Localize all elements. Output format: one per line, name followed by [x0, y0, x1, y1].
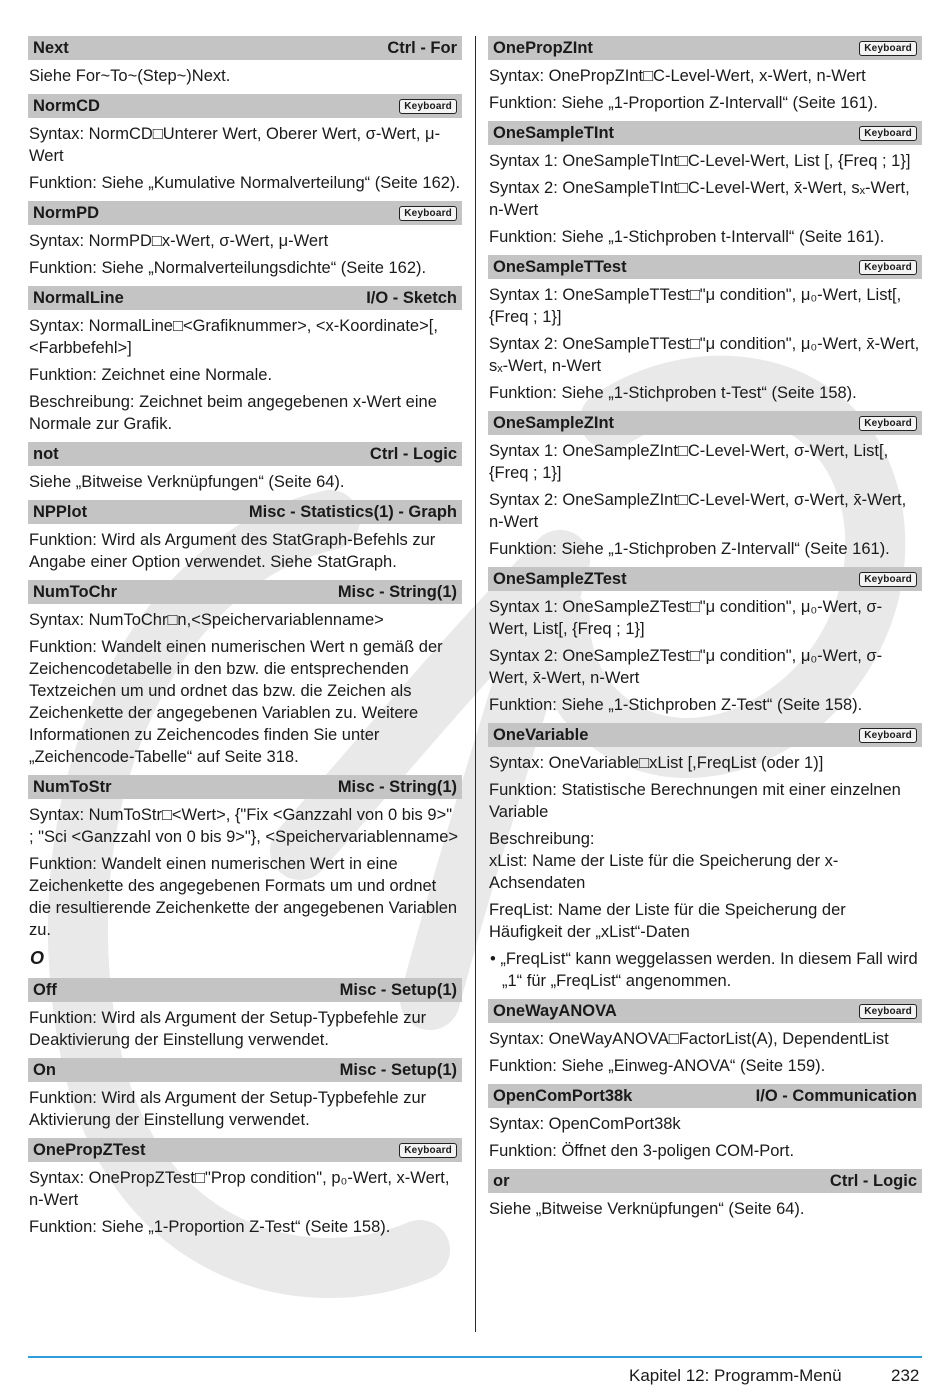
footer-rule [28, 1356, 922, 1358]
command-name: OneSampleZTest [493, 569, 627, 588]
description-line: Beschreibung: xList: Name der Liste für die Speicherung der x-Achsendaten [489, 830, 839, 892]
right-column [488, 36, 922, 1227]
description-line: Syntax 2: OneSampleZInt□C-Level-Wert, σ-Wert, x̄-Wert, n-Wert [489, 491, 907, 531]
command-entry-normcd [28, 94, 462, 194]
description-line: Funktion: Siehe „1-Stichproben Z-Test“ (Seite 158). [489, 696, 863, 714]
command-name: NormPD [33, 203, 100, 222]
section-letter: O [30, 948, 45, 968]
description-line: Funktion: Siehe „1-Stichproben t-Intervall“ (Seite 161). [489, 228, 885, 246]
keyboard-badge: Keyboard [859, 126, 917, 141]
command-name: Next [33, 38, 69, 57]
keyboard-badge: Keyboard [859, 728, 917, 743]
command-header [488, 1169, 922, 1193]
menu-path: Misc - String(1) [337, 777, 457, 796]
description-line: Syntax: NumToChr□n,<Speichervariablenname> [29, 611, 384, 629]
command-header [488, 255, 922, 279]
command-name: NPPlot [33, 502, 88, 521]
command-header [28, 580, 462, 604]
command-header [488, 36, 922, 60]
description-line: Funktion: Öffnet den 3-poligen COM-Port. [489, 1142, 795, 1160]
command-header [28, 978, 462, 1002]
description-line: Syntax 2: OneSampleTInt□C-Level-Wert, x̄-Wert, sₓ-Wert, n-Wert [489, 179, 910, 219]
command-entry-next [28, 36, 462, 87]
command-header [28, 286, 462, 310]
command-entry-normalline [28, 286, 462, 435]
description-line: Beschreibung: Zeichnet beim angegebenen x-Wert eine Normale zur Grafik. [29, 393, 437, 433]
description-line: Funktion: Wandelt einen numerischen Wert n gemäß der Zeichencodetabelle in den bzw. die entsprechenden Textzeichen um und ordnet das bzw. die Zeichen als Zeichenkette der angegebenen Variablen zu. Weitere Informationen zu Zeichencodes finden Sie unter „Zeichencode-Tabelle“ auf Seite 318. [29, 638, 443, 766]
description-line: Funktion: Wird als Argument der Setup-Typbefehle zur Deaktivierung der Einstellung verwendet. [29, 1009, 427, 1049]
command-name: NumToChr [33, 582, 118, 601]
command-name: OneWayANOVA [493, 1001, 617, 1020]
description-line: Funktion: Wird als Argument des StatGraph-Befehls zur Angabe einer Option verwendet. Siehe StatGraph. [29, 531, 436, 571]
command-entry-or [488, 1169, 922, 1220]
menu-path: Misc - Statistics(1) - Graph [248, 502, 457, 521]
description-line: Funktion: Siehe „1-Stichproben t-Test“ (Seite 158). [489, 384, 857, 402]
description-line: Syntax: OnePropZInt□C-Level-Wert, x-Wert, n-Wert [489, 67, 866, 85]
command-entry-onesampleztest [488, 567, 922, 716]
command-entry-onepropzint [488, 36, 922, 114]
menu-path: Ctrl - Logic [829, 1171, 917, 1190]
command-name: OneSampleTTest [493, 257, 627, 276]
keyboard-badge: Keyboard [859, 416, 917, 431]
keyboard-badge: Keyboard [859, 1004, 917, 1019]
command-name: OneSampleZInt [493, 413, 615, 432]
column-divider [475, 36, 476, 1332]
command-header [28, 94, 462, 118]
description-line: Syntax: OneWayANOVA□FactorList(A), DependentList [489, 1030, 889, 1048]
menu-path: Misc - Setup(1) [339, 980, 457, 999]
description-line: Syntax: NormPD□x-Wert, σ-Wert, μ-Wert [29, 232, 329, 250]
command-header [488, 121, 922, 145]
description-line: Siehe For~To~(Step~)Next. [29, 67, 231, 85]
description-line: Funktion: Siehe „1-Stichproben Z-Intervall“ (Seite 161). [489, 540, 890, 558]
menu-path: Misc - Setup(1) [339, 1060, 457, 1079]
description-line: Syntax 2: OneSampleTTest□"μ condition", μ₀-Wert, x̄-Wert, sₓ-Wert, n-Wert [489, 335, 920, 375]
command-header [28, 1058, 462, 1082]
command-name: OneVariable [493, 725, 589, 744]
menu-path: Ctrl - For [387, 38, 457, 57]
command-entry-off [28, 978, 462, 1051]
command-header [488, 723, 922, 747]
command-entry-onesamplezint [488, 411, 922, 560]
keyboard-badge: Keyboard [859, 572, 917, 587]
description-line: Syntax: OnePropZTest□"Prop condition", p₀-Wert, x-Wert, n-Wert [29, 1169, 450, 1209]
command-entry-on [28, 1058, 462, 1131]
command-header [28, 500, 462, 524]
command-header [488, 411, 922, 435]
description-line: Funktion: Siehe „Einweg-ANOVA“ (Seite 159). [489, 1057, 826, 1075]
footer-page-number: 232 [891, 1366, 920, 1385]
description-line: Syntax 1: OneSampleZInt□C-Level-Wert, σ-Wert, List[, {Freq ; 1}] [489, 442, 889, 482]
menu-path: Ctrl - Logic [369, 444, 457, 463]
command-name: OnePropZTest [33, 1140, 146, 1159]
footer-chapter-title: Kapitel 12: Programm-Menü [629, 1366, 842, 1385]
description-line: Syntax: NormalLine□<Grafiknummer>, <x-Koordinate>[,<Farbbefehl>] [29, 317, 438, 357]
description-line: Siehe „Bitweise Verknüpfungen“ (Seite 64). [489, 1200, 805, 1218]
command-name: NormalLine [33, 288, 124, 307]
command-entry-onesampletint [488, 121, 922, 248]
keyboard-badge: Keyboard [859, 41, 917, 56]
menu-path: I/O - Communication [755, 1086, 917, 1105]
keyboard-badge: Keyboard [399, 1143, 457, 1158]
command-entry-onewayanova [488, 999, 922, 1077]
description-line: Funktion: Statistische Berechnungen mit einer einzelnen Variable [489, 781, 901, 821]
command-header [488, 1084, 922, 1108]
description-line: Syntax 1: OneSampleZTest□"μ condition", μ₀-Wert, σ-Wert, List[, {Freq ; 1}] [489, 598, 883, 638]
description-line: FreqList: Name der Liste für die Speicherung der Häufigkeit der „xList“-Daten [489, 901, 846, 941]
description-line: Syntax: OneVariable□xList [,FreqList (oder 1)] [489, 754, 824, 772]
command-header [28, 36, 462, 60]
command-entry-numtostr [28, 775, 462, 941]
description-line: Funktion: Zeichnet eine Normale. [29, 366, 273, 384]
description-line: Siehe „Bitweise Verknüpfungen“ (Seite 64). [29, 473, 345, 491]
menu-path: I/O - Sketch [366, 288, 457, 307]
keyboard-badge: Keyboard [859, 260, 917, 275]
description-line: Syntax: NumToStr□<Wert>, {"Fix <Ganzzahl von 0 bis 9>" ; "Sci <Ganzzahl von 0 bis 9>"}, <Speichervariablenname> [29, 806, 459, 846]
description-line: Funktion: Wandelt einen numerischen Wert in eine Zeichenkette des angegebenen Formats um und ordnet die resultierende Zeichenkette der angegebenen Variablen zu. [29, 855, 458, 939]
command-entry-opencomport38k [488, 1084, 922, 1162]
command-name: or [493, 1171, 510, 1190]
keyboard-badge: Keyboard [399, 206, 457, 221]
description-line: Syntax: OpenComPort38k [489, 1115, 681, 1133]
description-line: Funktion: Siehe „Kumulative Normalverteilung“ (Seite 162). [29, 174, 461, 192]
command-entry-onesamplettest [488, 255, 922, 404]
description-line: Funktion: Wird als Argument der Setup-Typbefehle zur Aktivierung der Einstellung verwendet. [29, 1089, 427, 1129]
command-header [488, 567, 922, 591]
command-name: NormCD [33, 96, 100, 115]
keyboard-badge: Keyboard [399, 99, 457, 114]
command-header [28, 1138, 462, 1162]
description-line: Syntax 1: OneSampleTInt□C-Level-Wert, List [, {Freq ; 1}] [489, 152, 911, 170]
command-entry-not [28, 442, 462, 493]
description-line: Funktion: Siehe „1-Proportion Z-Intervall“ (Seite 161). [489, 94, 878, 112]
command-name: OneSampleTInt [493, 123, 615, 142]
description-line: Syntax 1: OneSampleTTest□"μ condition", μ₀-Wert, List[, {Freq ; 1}] [489, 286, 902, 326]
command-header [28, 775, 462, 799]
command-entry-normpd [28, 201, 462, 279]
menu-path: Misc - String(1) [337, 582, 457, 601]
command-name: Off [33, 980, 57, 999]
command-entry-npplot [28, 500, 462, 573]
command-name: NumToStr [33, 777, 112, 796]
description-line: Funktion: Siehe „1-Proportion Z-Test“ (Seite 158). [29, 1218, 391, 1236]
description-line: Syntax: NormCD□Unterer Wert, Oberer Wert, σ-Wert, μ-Wert [29, 125, 441, 165]
description-line: Syntax 2: OneSampleZTest□"μ condition", μ₀-Wert, σ-Wert, x̄-Wert, n-Wert [489, 647, 883, 687]
left-column [28, 36, 462, 1245]
command-name: OnePropZInt [493, 38, 593, 57]
command-name: OpenComPort38k [493, 1086, 633, 1105]
description-line: Funktion: Siehe „Normalverteilungsdichte“ (Seite 162). [29, 259, 427, 277]
command-name: not [33, 444, 59, 463]
description-line: • „FreqList“ kann weggelassen werden. In diesem Fall wird „1“ für „FreqList“ angenommen. [490, 950, 918, 990]
command-entry-numtochr [28, 580, 462, 768]
command-entry-onepropztest [28, 1138, 462, 1238]
command-header [28, 442, 462, 466]
command-entry-onevariable [488, 723, 922, 992]
command-name: On [33, 1060, 56, 1079]
command-header [28, 201, 462, 225]
command-header [488, 999, 922, 1023]
